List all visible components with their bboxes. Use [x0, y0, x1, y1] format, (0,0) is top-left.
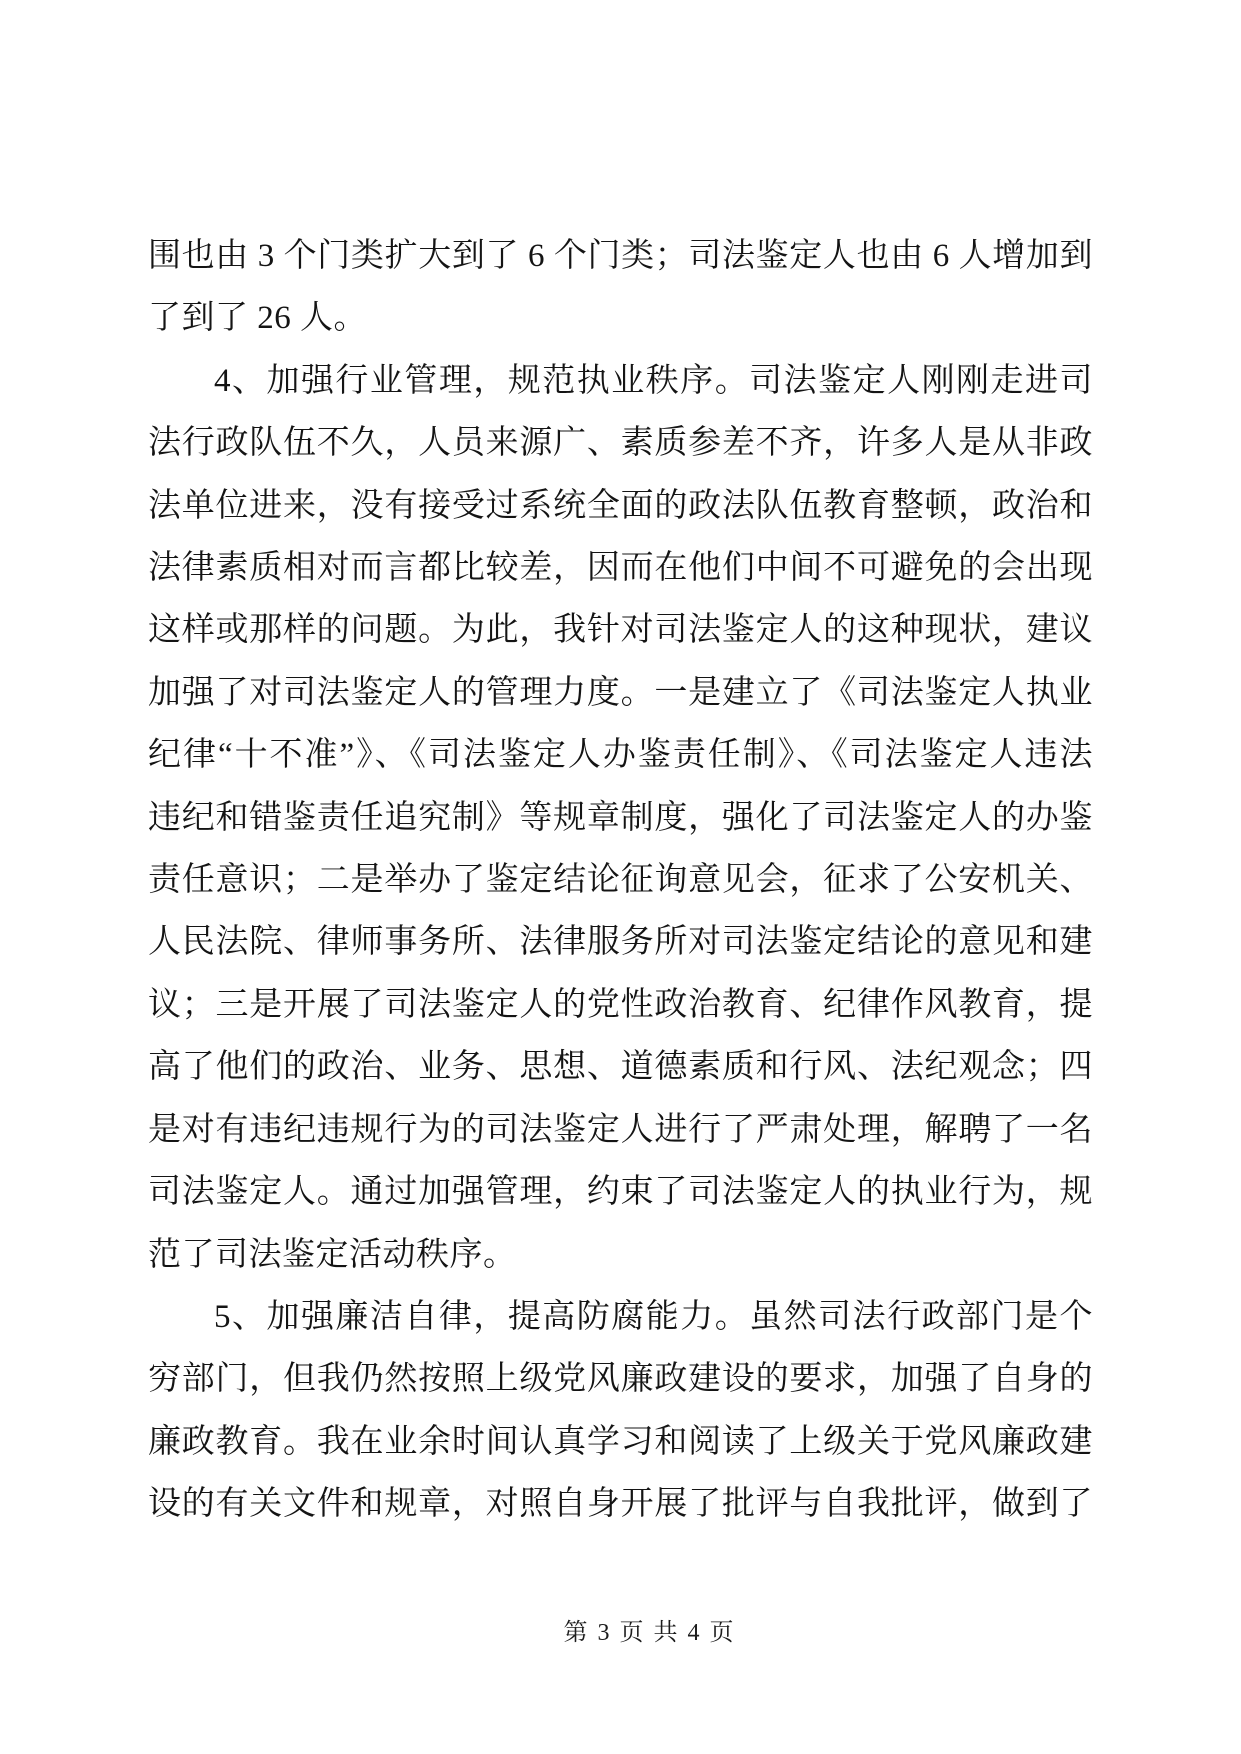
text-line: 4、加强行业管理，规范执业秩序。司法鉴定人刚刚走进司	[214, 362, 1093, 399]
text-line: 责任意识；二是举办了鉴定结论征询意见会，征求了公安机关、	[148, 862, 1093, 899]
page-footer	[0, 1612, 1241, 1647]
text-line: 高了他们的政治、业务、思想、道德素质和行风、法纪观念；四	[148, 1049, 1093, 1086]
text-line: 5、加强廉洁自律，提高防腐能力。虽然司法行政部门是个	[214, 1298, 1093, 1335]
text-line: 人民法院、律师事务所、法律服务所对司法鉴定结论的意见和建	[148, 924, 1093, 961]
text-line: 范了司法鉴定活动秩序。	[148, 1236, 517, 1273]
text-line: 廉政教育。我在业余时间认真学习和阅读了上级关于党风廉政建	[148, 1423, 1093, 1460]
text-line: 法单位进来，没有接受过系统全面的政法队伍教育整顿，政治和	[148, 487, 1093, 524]
text-line: 司法鉴定人。通过加强管理，约束了司法鉴定人的执业行为，规	[148, 1174, 1093, 1211]
page-number-label: 第 3 页 共 4 页	[563, 1620, 736, 1646]
text-line: 加强了对司法鉴定人的管理力度。一是建立了《司法鉴定人执业	[148, 674, 1093, 711]
text-line: 纪律“十不准”》、《司法鉴定人办鉴责任制》、《司法鉴定人违法	[148, 737, 1093, 774]
text-line: 法行政队伍不久，人员来源广、素质参差不齐，许多人是从非政	[148, 425, 1093, 462]
text-line: 法律素质相对而言都比较差，因而在他们中间不可避免的会出现	[148, 550, 1093, 587]
text-line: 了到了 26 人。	[148, 300, 367, 337]
text-line: 围也由 3 个门类扩大到了 6 个门类；司法鉴定人也由 6 人增加到	[148, 238, 1093, 274]
text-line: 违纪和错鉴责任追究制》等规章制度，强化了司法鉴定人的办鉴	[148, 799, 1093, 836]
text-line: 这样或那样的问题。为此，我针对司法鉴定人的这种现状，建议	[148, 612, 1093, 649]
text-line: 穷部门，但我仍然按照上级党风廉政建设的要求，加强了自身的	[148, 1361, 1093, 1398]
text-line: 是对有违纪违规行为的司法鉴定人进行了严肃处理，解聘了一名	[148, 1111, 1093, 1148]
text-line: 设的有关文件和规章，对照自身开展了批评与自我批评，做到了	[148, 1486, 1093, 1523]
document-body	[148, 225, 1093, 1536]
text-line: 议；三是开展了司法鉴定人的党性政治教育、纪律作风教育，提	[148, 986, 1093, 1023]
